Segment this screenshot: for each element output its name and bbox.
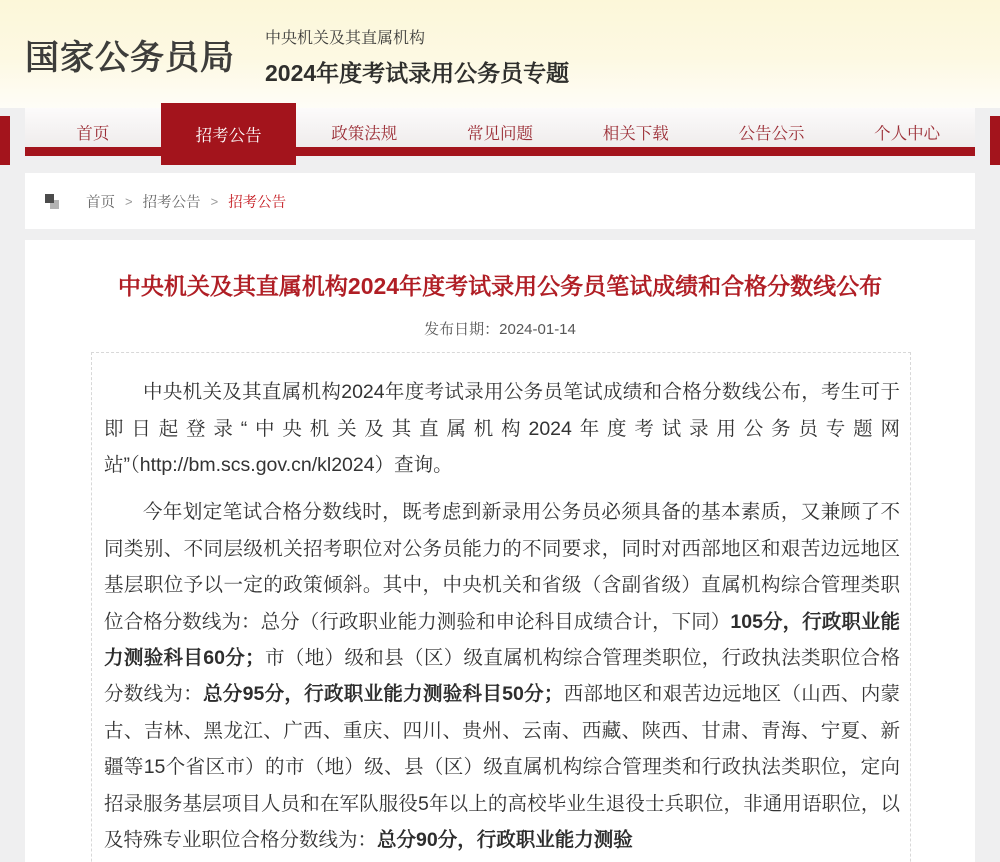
breadcrumb-item-home[interactable]: 首页 bbox=[86, 194, 115, 211]
subtitle-line1: 中央机关及其直属机构 bbox=[265, 29, 426, 47]
breadcrumb-location-icon bbox=[45, 194, 60, 209]
article-container bbox=[25, 240, 975, 862]
breadcrumb bbox=[25, 173, 975, 229]
article-paragraph: 中央机关及其直属机构2024年度考试录用公务员笔试成绩和合格分数线公布，考生可于即日起登录“中央机关及其直属机构2024年度考试录用公务员专题网站”（http://bm.scs.gov.cn/kl2024）查询。 bbox=[104, 381, 900, 476]
breadcrumb-item-current[interactable]: 招考公告 bbox=[228, 194, 287, 211]
subtitle-line2: 2024年度考试录用公务员专题 bbox=[265, 59, 570, 86]
article-publish-date bbox=[25, 318, 975, 339]
nav-tab-faq[interactable]: 常见问题 bbox=[467, 125, 534, 143]
breadcrumb-separator: > bbox=[210, 193, 219, 209]
nav-tab-home[interactable]: 首页 bbox=[76, 125, 110, 143]
site-header bbox=[0, 0, 1000, 108]
nav-tab-notices[interactable]: 公告公示 bbox=[738, 125, 805, 143]
nav-tab-downloads[interactable]: 相关下载 bbox=[602, 125, 669, 143]
article-paragraph: 今年划定笔试合格分数线时，既考虑到新录用公务员必须具备的基本素质，又兼顾了不同类别、不同层级机关招考职位对公务员能力的不同要求，同时对西部地区和艰苦边远地区基层职位予以一定的政策倾斜。其中，中央机关和省级（含副省级）直属机构综合管理类职位合格分数线为：总分（行政职业能力测验和申论科目成绩合计，下同）105分，行政职业能力测验科目60分；市（地）级和县（区）级直属机构综合管理类职位，行政执法类职位合格分数线为：总分95分，行政职业能力测验科目50分；西部地区和艰苦边远地区（山西、内蒙古、吉林、黑龙江、广西、重庆、四川、贵州、云南、西藏、陕西、甘肃、青海、宁夏、新疆等15个省区市）的市（地）级、县（区）级直属机构综合管理类和行政执法类职位，定向招录服务基层项目人员和在军队服役5年以上的高校毕业生退役士兵职位，非通用语职位，以及特殊专业职位合格分数线为：总分90分，行政职业能力测验 bbox=[104, 501, 900, 852]
nav-tab-policies[interactable]: 政策法规 bbox=[331, 125, 398, 143]
breadcrumb-item-announcements[interactable]: 招考公告 bbox=[142, 194, 201, 211]
nav-tab-announcements[interactable]: 招考公告 bbox=[161, 103, 297, 165]
article-title: 中央机关及其直属机构2024年度考试录用公务员笔试成绩和合格分数线公布 bbox=[117, 273, 883, 299]
site-logo[interactable]: 国家公务员局 bbox=[25, 38, 235, 77]
ribbon-edge-right bbox=[990, 116, 1000, 165]
breadcrumb-separator: > bbox=[125, 193, 133, 209]
article-body bbox=[91, 352, 911, 862]
publish-date-value: 2024-01-14 bbox=[499, 321, 576, 339]
nav-ribbon bbox=[0, 108, 1000, 165]
publish-date-label: 发布日期： bbox=[424, 321, 500, 339]
site-subtitle bbox=[265, 21, 569, 88]
main-nav bbox=[25, 108, 975, 156]
nav-tab-personal-center[interactable]: 个人中心 bbox=[874, 125, 941, 143]
ribbon-edge-left bbox=[0, 116, 10, 165]
